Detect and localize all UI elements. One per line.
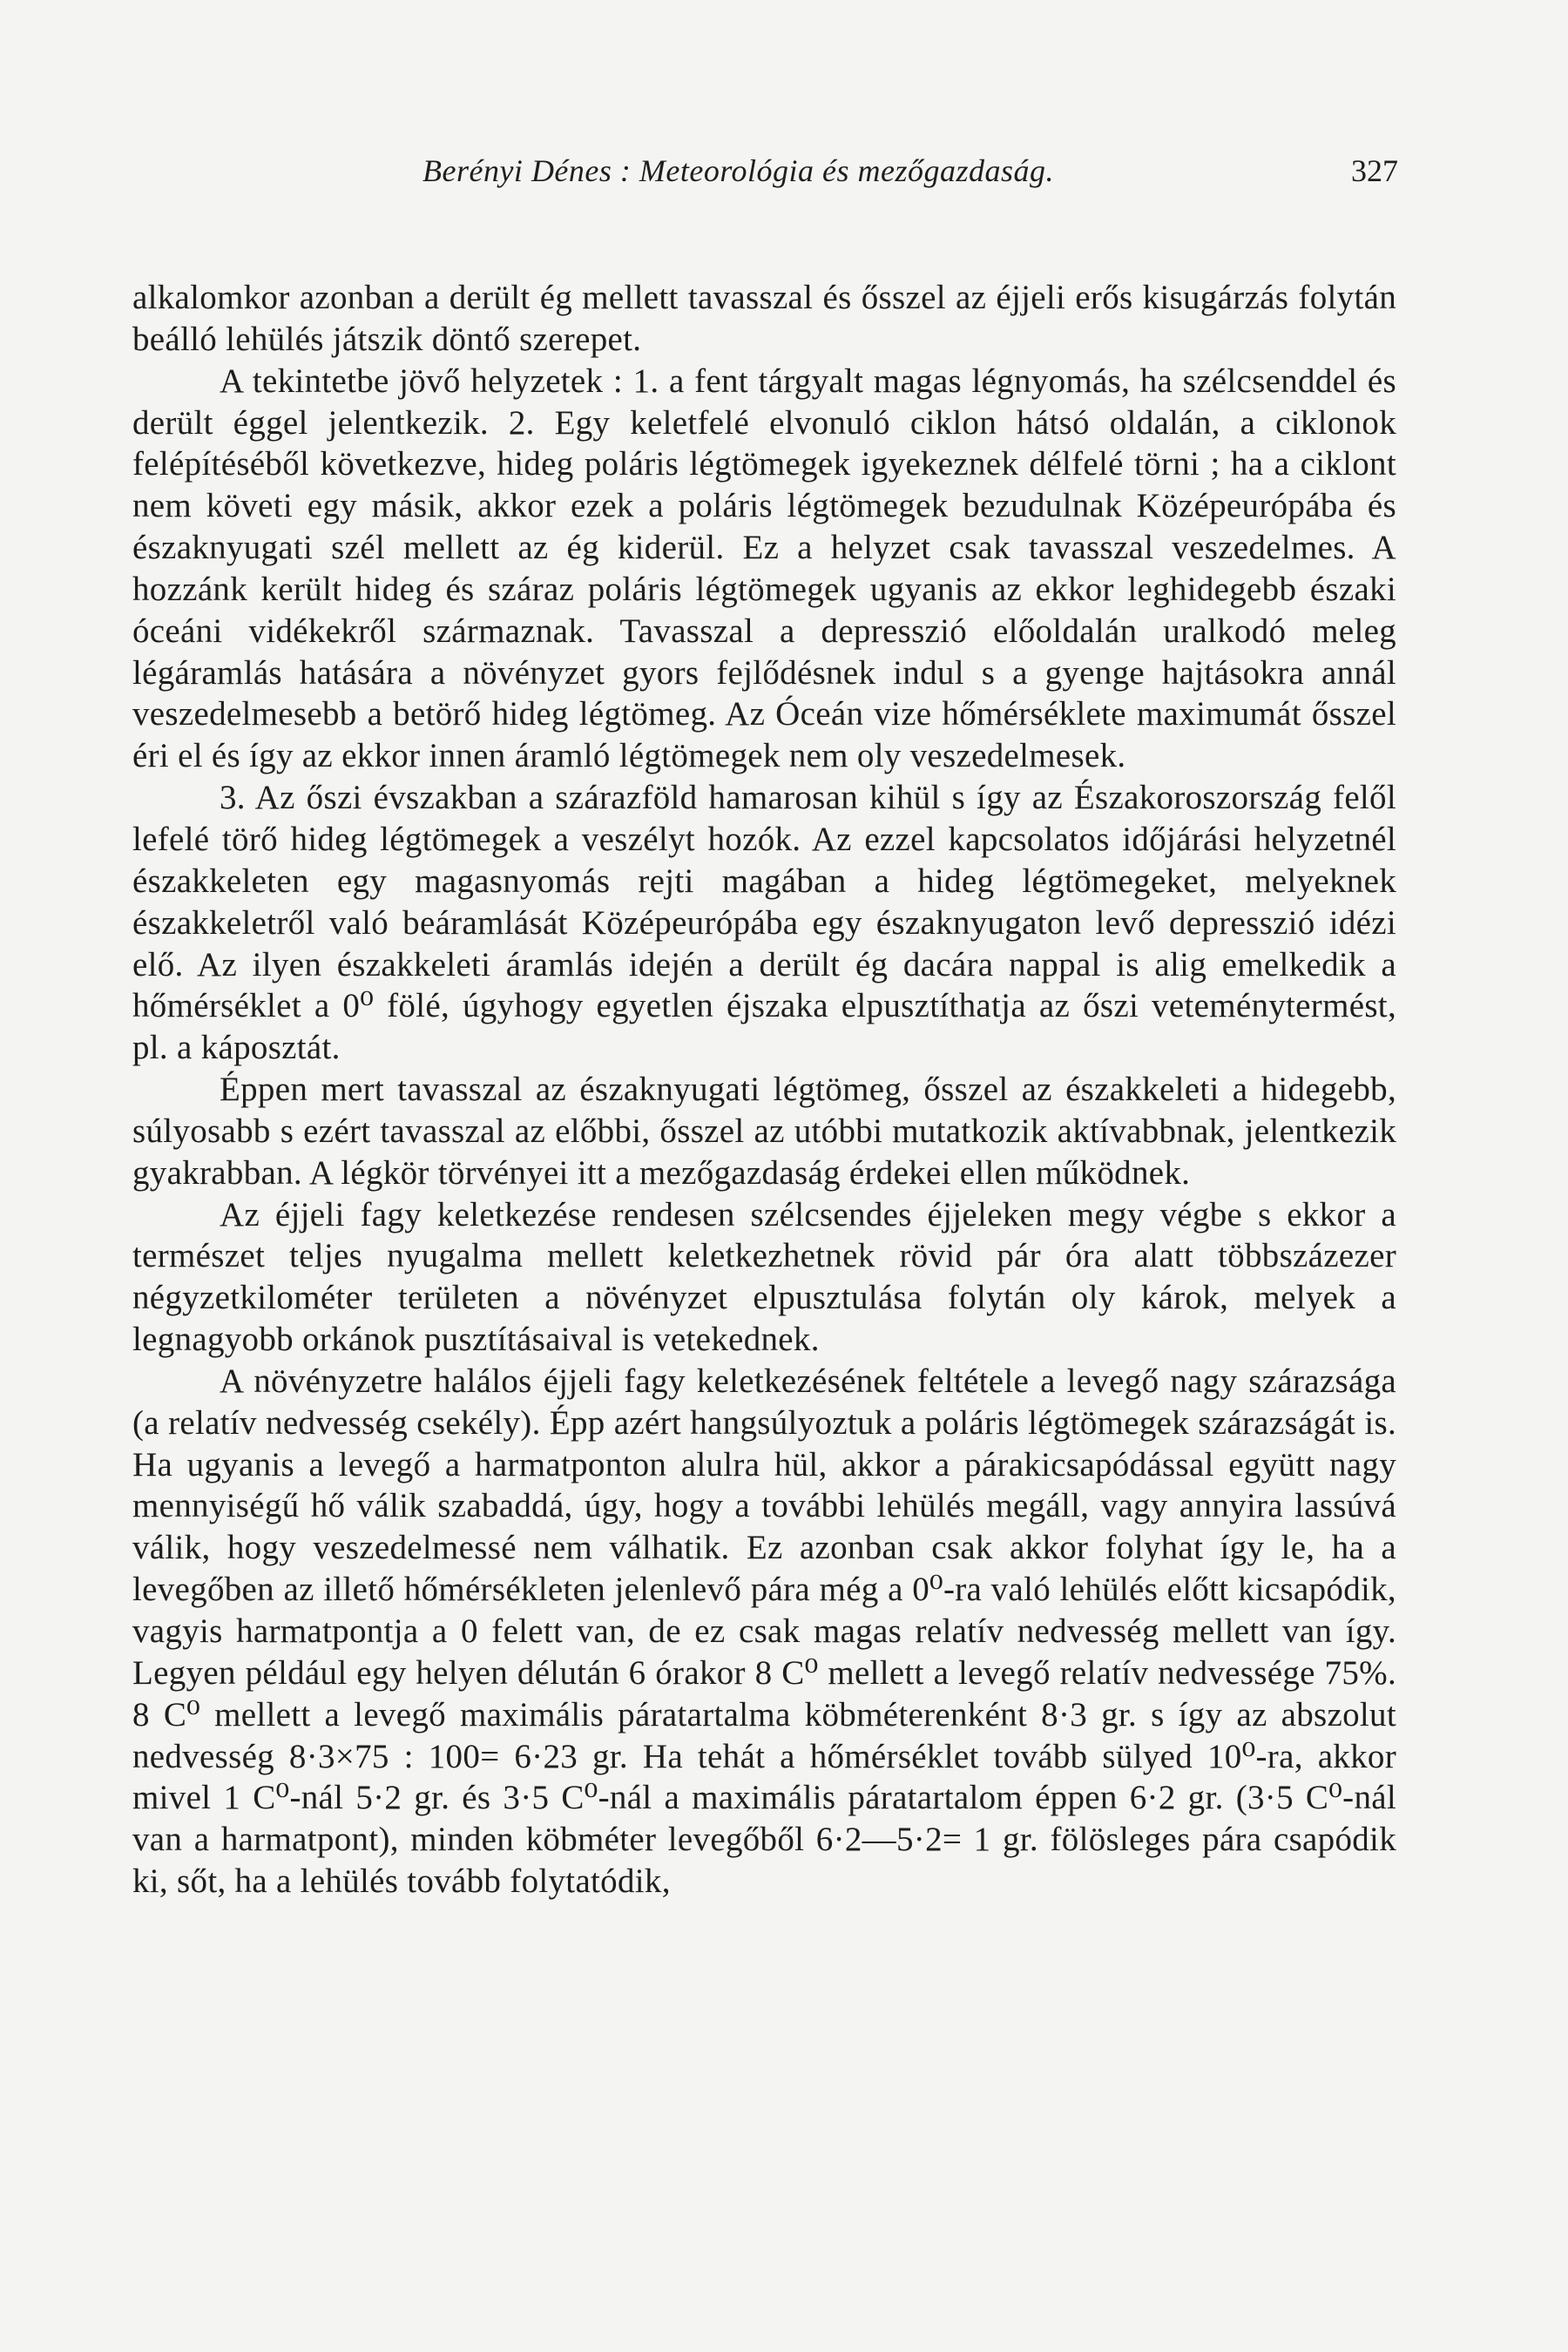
paragraph: A növényzetre halálos éjjeli fagy keletkezésének feltétele a levegő nagy szárazsága (a relatív nedvesség csekély). Épp azért hangsúlyoztuk a poláris légtömegek szárazságát is. Ha ugyanis a levegő a harmatponton alulra hül, akkor a párakicsapódással együtt nagy mennyiségű hő válik szabaddá, úgy, hogy a további lehülés megáll, vagy annyira lassúvá válik, hogy veszedelmessé nem válhatik. Ez azonban csak akkor folyhat így le, ha a levegőben az illető hőmérsékleten jelenlevő pára még a 0⁰-ra való lehülés előtt kicsapódik, vagyis harmatpontja a 0 felett van, de ez csak magas relatív nedvesség mellett van így. Legyen például egy helyen délután 6 órakor 8 C⁰ mellett a levegő relatív nedvessége 75%. 8 C⁰ mellett a levegő maximális páratartalma köbméterenként 8·3 gr. s így az abszolut nedvesség 8·3×75 : 100= 6·23 gr. Ha tehát a hőmérséklet tovább sülyed 10⁰-ra, akkor mivel 1 C⁰-nál 5·2 gr. és 3·5 C⁰-nál a maximális páratartalom éppen 6·2 gr. (3·5 C⁰-nál van a harmatpont), minden köbméter levegőből 6·2—5·2= 1 gr. fölösleges pára csapódik ki, sőt, ha a lehülés tovább folytatódik, xyxy=(132,1362,1396,1901)
paragraph: A tekintetbe jövő helyzetek : 1. a fent tárgyalt magas légnyomás, ha szélcsenddel és derült éggel jelentkezik. 2. Egy keletfelé elvonuló ciklon hátsó oldalán, a ciklonok felépítéséből következve, hideg poláris légtömegek igyekeznek délfelé törni ; ha a ciklont nem követi egy másik, akkor ezek a poláris légtömegek bezudulnak Középeurópába és északnyugati szél mellett az ég kiderül. Ez a helyzet csak tavasszal veszedelmes. A hozzánk került hideg és száraz poláris légtömegek ugyanis az ekkor leghidegebb északi óceáni vidékekről származnak. Tavasszal a depresszió előoldalán uralkodó meleg légáramlás hatására a növényzet gyors fejlődésnek indul s a gyenge hajtásokra annál veszedelmesebb a betörő hideg légtömeg. Az Óceán vize hőmérséklete maximumát ősszel éri el és így az ekkor innen áramló légtömegek nem oly veszedelmesek. xyxy=(132,362,1396,775)
paragraph: Az éjjeli fagy keletkezése rendesen szélcsendes éjjeleken megy végbe s ekkor a természet teljes nyugalma mellett keletkezhetnek rövid pár óra alatt többszázezer négyzetkilométer területen a növényzet elpusztulása folytán oly károk, melyek a legnagyobb orkánok pusztításaival is vetekednek. xyxy=(132,1195,1396,1359)
paragraph: 3. Az őszi évszakban a szárazföld hamarosan kihül s így az Északoroszország felől lefelé törő hideg légtömegek a veszélyt hozók. Az ezzel kapcsolatos időjárási helyzetnél északkeleten egy magasnyomás rejti magában a hideg légtömegeket, melyeknek északkeletről való beáramlását Középeurópába egy északnyugaton levő depresszió idézi elő. Az ilyen északkeleti áramlás idején a derült ég dacára nappal is alig emelkedik a hőmérséklet a 0⁰ fölé, úgyhogy egyetlen éjszaka elpusztíthatja az őszi veteménytermést, pl. a káposztát. xyxy=(132,779,1396,1067)
paragraph: Éppen mert tavasszal az északnyugati légtömeg, ősszel az északkeleti a hidegebb, súlyosabb s ezért tavasszal az előbbi, ősszel az utóbbi mutatkozik aktívabbnak, jelentkezik gyakrabban. A légkör törvényei itt a mezőgazdaság érdekei ellen működnek. xyxy=(132,1071,1396,1192)
page-number: 327 xyxy=(1351,153,1398,188)
running-title: Berényi Dénes : Meteorológia és mezőgazdaság. xyxy=(422,153,1055,188)
body-text xyxy=(132,277,1396,1903)
paragraph: alkalomkor azonban a derült ég mellett tavasszal és ősszel az éjjeli erős kisugárzás folytán beálló lehülés játszik döntő szerepet. xyxy=(132,279,1396,358)
